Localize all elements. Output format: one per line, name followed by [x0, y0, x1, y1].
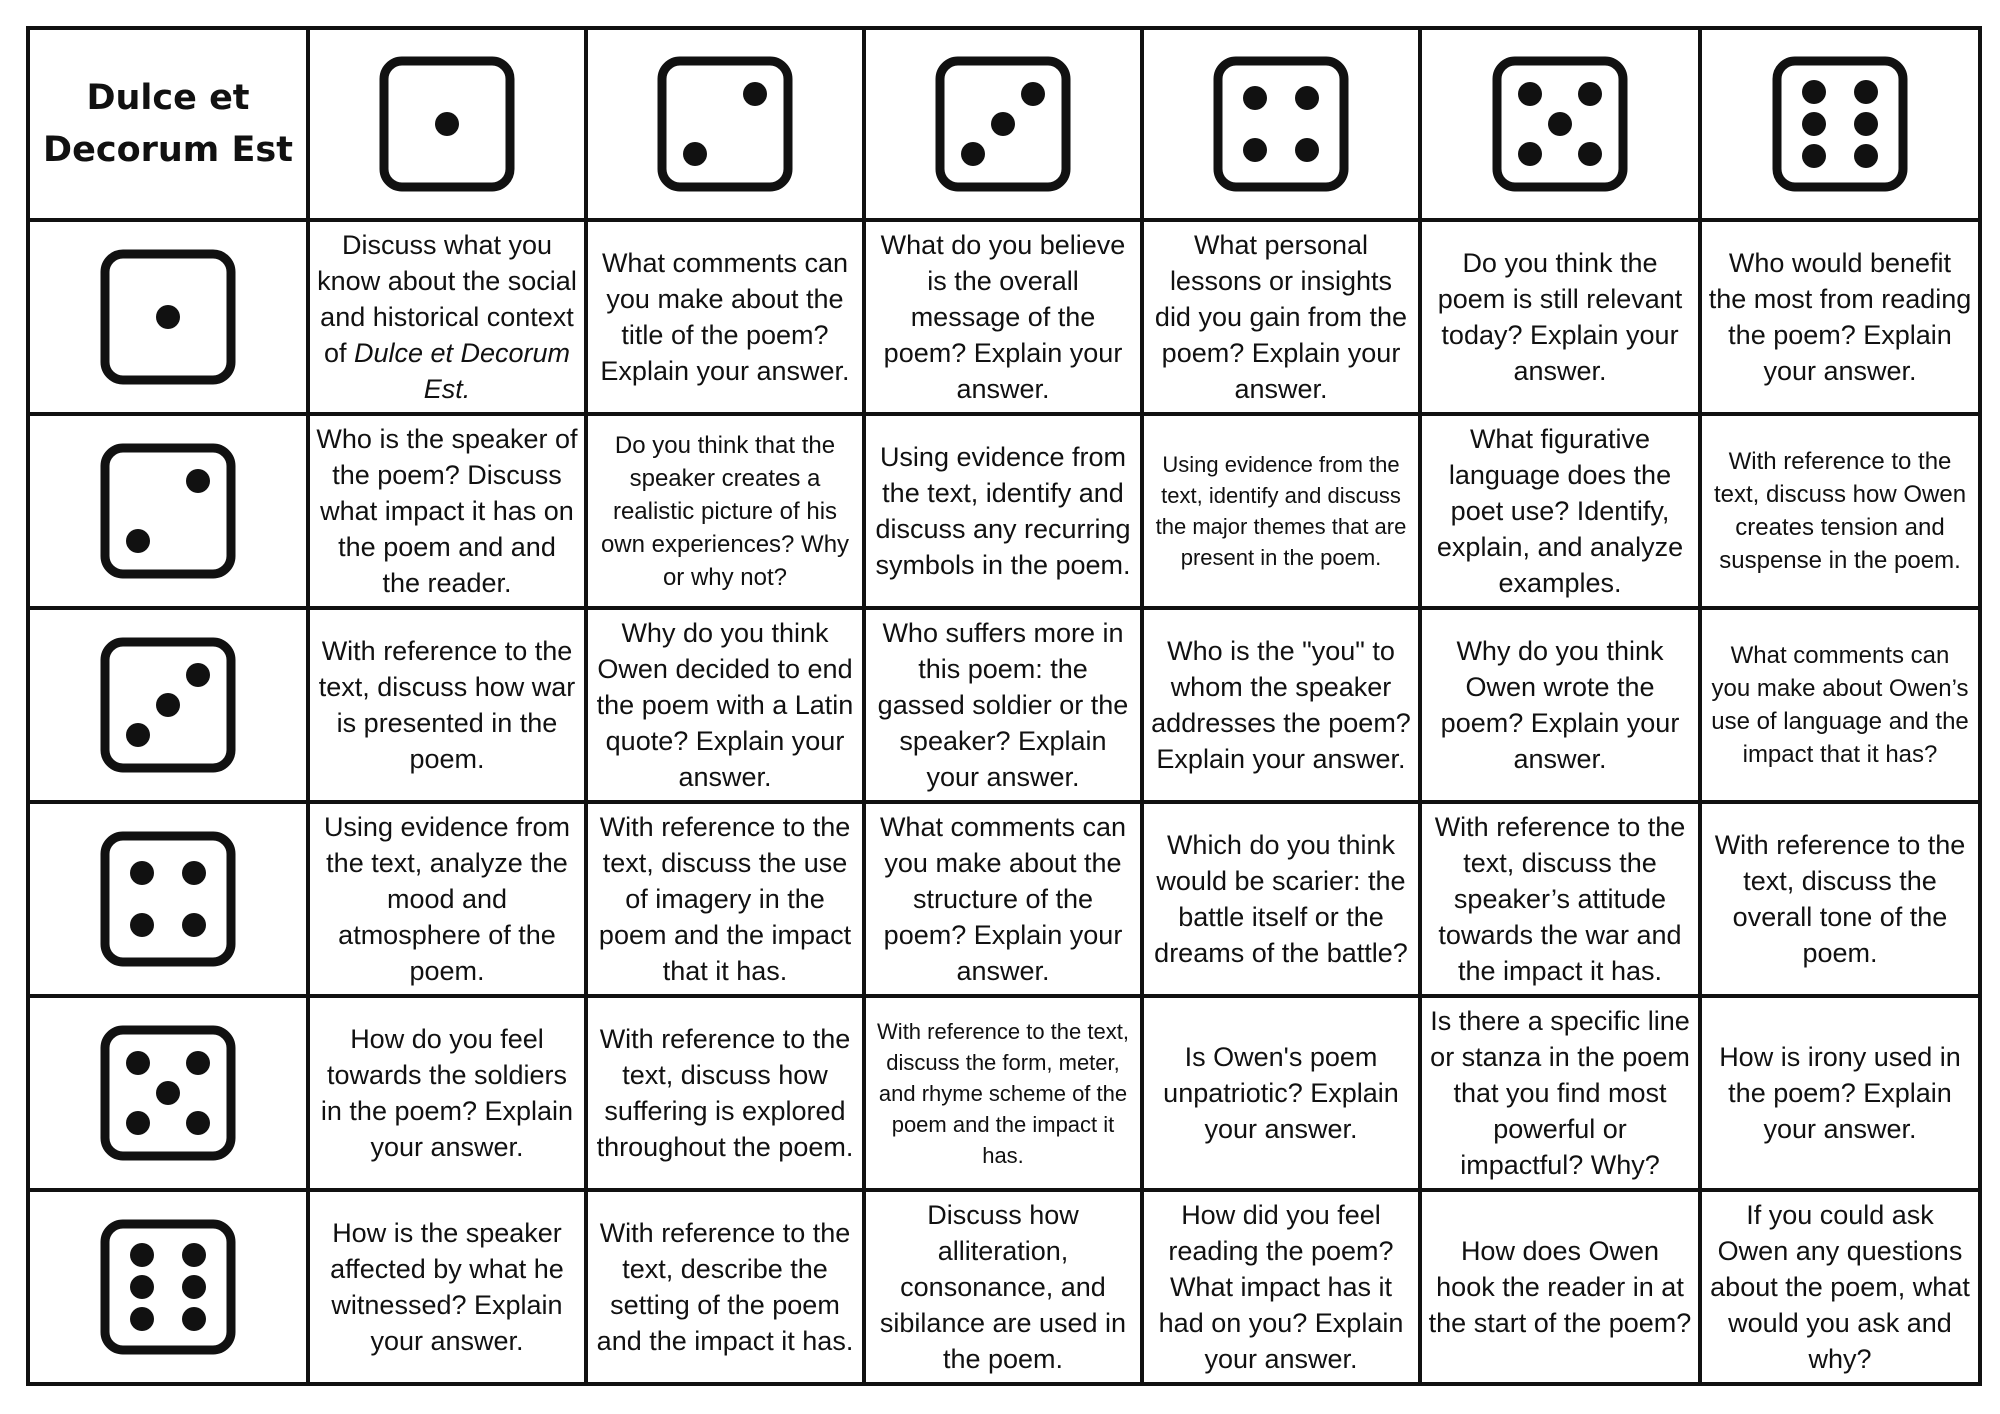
question-grid: [26, 26, 1982, 1386]
question-text: With reference to the text, discuss how war is presented in the poem.: [318, 636, 576, 774]
question-cell: [1142, 608, 1420, 802]
question-text: Do you think that the speaker creates a realistic picture of his own experiences? Why or why not?: [600, 431, 850, 591]
question-text: Which do you think would be scarier: the battle itself or the dreams of the battle?: [1154, 830, 1408, 968]
question-text: What figurative language does the poet use? Identify, explain, and analyze examples.: [1436, 424, 1684, 598]
question-row-2: [28, 414, 1980, 608]
die-six-icon: [1772, 56, 1908, 192]
question-cell: [864, 996, 1142, 1190]
question-text: Why do you think Owen decided to end the poem with a Latin quote? Explain your answer.: [596, 618, 854, 792]
question-text: If you could ask Owen any questions about the poem, what would you ask and why?: [1710, 1200, 1970, 1374]
question-text: With reference to the text, discuss how suffering is explored throughout the poem.: [596, 1024, 854, 1162]
question-cell: [1700, 802, 1980, 996]
question-cell: [1420, 220, 1700, 414]
die-five-icon: [100, 1025, 236, 1161]
question-text: With reference to the text, discuss the overall tone of the poem.: [1714, 830, 1966, 968]
question-cell: [1142, 996, 1420, 1190]
question-cell: [1420, 802, 1700, 996]
question-cell: [864, 1190, 1142, 1384]
question-text: How is the speaker affected by what he witnessed? Explain your answer.: [330, 1218, 564, 1356]
question-text: With reference to the text, discuss the use of imagery in the poem and the impact that it has.: [598, 812, 852, 986]
question-text: Using evidence from the text, identify and discuss any recurring symbols in the poem.: [875, 442, 1131, 580]
question-text: Why do you think Owen wrote the poem? Explain your answer.: [1440, 636, 1680, 774]
question-text: How did you feel reading the poem? What impact has it had on you? Explain your answer.: [1158, 1200, 1404, 1374]
column-header-4: [1142, 28, 1420, 220]
question-cell: [586, 220, 864, 414]
question-cell: [1142, 1190, 1420, 1384]
row-header-2: [28, 414, 308, 608]
question-text: With reference to the text, discuss how Owen creates tension and suspense in the poem.: [1713, 448, 1967, 574]
question-cell: [1142, 414, 1420, 608]
question-text: Is Owen's poem unpatriotic? Explain your answer.: [1163, 1042, 1399, 1144]
question-cell: [308, 608, 586, 802]
question-cell: [864, 414, 1142, 608]
question-text: Is there a specific line or stanza in the poem that you find most powerful or impactful? Why?: [1430, 1006, 1690, 1180]
question-cell: [1420, 1190, 1700, 1384]
row-header-5: [28, 996, 308, 1190]
row-header-3: [28, 608, 308, 802]
title-line-2: Decorum Est: [43, 130, 293, 170]
column-header-1: [308, 28, 586, 220]
question-text: Who is the speaker of the poem? Discuss what impact it has on the poem and and the reader.: [316, 424, 578, 598]
question-text: What comments can you make about Owen’s use of language and the impact that it has?: [1711, 642, 1969, 768]
die-three-icon: [935, 56, 1071, 192]
poem-title-italic: Dulce et Decorum Est.: [353, 338, 571, 404]
question-text: Discuss what you know about the social and historical context of: [317, 230, 577, 368]
question-cell: [586, 608, 864, 802]
question-cell: [1420, 608, 1700, 802]
column-header-5: [1420, 28, 1700, 220]
question-text: Using evidence from the text, identify and discuss the major themes that are present in the poem.: [1155, 452, 1407, 570]
die-one-icon: [100, 249, 236, 385]
question-cell: [1420, 996, 1700, 1190]
die-six-icon: [100, 1219, 236, 1355]
row-header-1: [28, 220, 308, 414]
question-cell: [308, 1190, 586, 1384]
question-cell: [308, 802, 586, 996]
question-cell: [1700, 996, 1980, 1190]
title-cell: [28, 28, 308, 220]
question-text: Who would benefit the most from reading the poem? Explain your answer.: [1708, 248, 1972, 386]
question-row-1: [28, 220, 1980, 414]
question-cell: [1700, 220, 1980, 414]
die-two-icon: [100, 443, 236, 579]
question-row-3: [28, 608, 1980, 802]
question-text: Who is the "you" to whom the speaker addresses the poem? Explain your answer.: [1151, 636, 1411, 774]
die-two-icon: [657, 56, 793, 192]
question-text: How does Owen hook the reader in at the start of the poem?: [1428, 1236, 1692, 1338]
question-text: What personal lessons or insights did you gain from the poem? Explain your answer.: [1154, 230, 1408, 404]
question-cell: [586, 802, 864, 996]
question-text: With reference to the text, describe the setting of the poem and the impact it has.: [596, 1218, 854, 1356]
question-cell: [586, 414, 864, 608]
question-text: With reference to the text, discuss the form, meter, and rhyme scheme of the poem and the impact it has.: [877, 1018, 1129, 1168]
question-text: Discuss how alliteration, consonance, and sibilance are used in the poem.: [879, 1200, 1127, 1374]
row-header-4: [28, 802, 308, 996]
title-line-1: Dulce et: [86, 78, 250, 118]
row-header-6: [28, 1190, 308, 1384]
column-header-6: [1700, 28, 1980, 220]
question-text: How do you feel towards the soldiers in the poem? Explain your answer.: [320, 1024, 574, 1162]
question-text: What comments can you make about the structure of the poem? Explain your answer.: [879, 812, 1127, 986]
question-cell: [586, 996, 864, 1190]
question-cell: [1420, 414, 1700, 608]
question-cell: [864, 220, 1142, 414]
question-row-5: [28, 996, 1980, 1190]
die-three-icon: [100, 637, 236, 773]
question-text: Using evidence from the text, analyze the mood and atmosphere of the poem.: [323, 812, 571, 986]
question-cell: [308, 414, 586, 608]
question-cell: [1142, 802, 1420, 996]
question-cell: [1700, 1190, 1980, 1384]
question-text: Who suffers more in this poem: the gassed soldier or the speaker? Explain your answer.: [877, 618, 1129, 792]
question-cell: [1142, 220, 1420, 414]
question-text: What comments can you make about the title of the poem? Explain your answer.: [600, 248, 850, 386]
question-text: Do you think the poem is still relevant today? Explain your answer.: [1437, 248, 1683, 386]
question-cell: [308, 220, 586, 414]
column-header-3: [864, 28, 1142, 220]
question-cell: [1700, 414, 1980, 608]
die-one-icon: [379, 56, 515, 192]
question-text: What do you believe is the overall message of the poem? Explain your answer.: [880, 230, 1126, 404]
question-row-4: [28, 802, 1980, 996]
die-four-icon: [100, 831, 236, 967]
question-text: With reference to the text, discuss the speaker’s attitude towards the war and the impact it has.: [1434, 812, 1686, 986]
question-text: How is irony used in the poem? Explain your answer.: [1719, 1042, 1961, 1144]
header-row: [28, 28, 1980, 220]
die-four-icon: [1213, 56, 1349, 192]
question-cell: [864, 608, 1142, 802]
question-cell: [1700, 608, 1980, 802]
question-cell: [864, 802, 1142, 996]
question-cell: [586, 1190, 864, 1384]
sheet-title: [36, 72, 300, 176]
question-row-6: [28, 1190, 1980, 1384]
column-header-2: [586, 28, 864, 220]
question-cell: [308, 996, 586, 1190]
die-five-icon: [1492, 56, 1628, 192]
